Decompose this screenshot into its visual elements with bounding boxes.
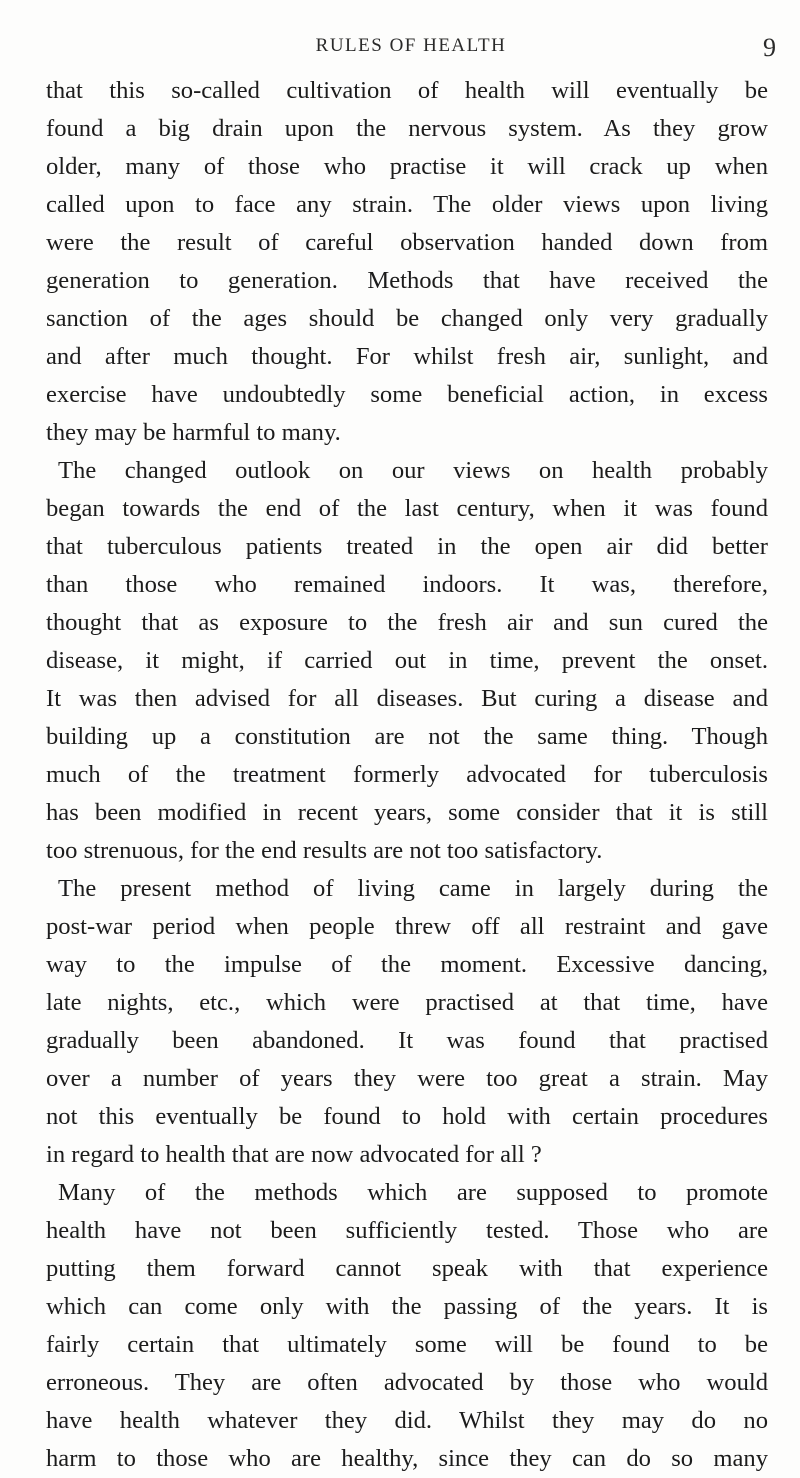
text-line: not this eventually be found to hold with certain procedures [46,1103,768,1130]
text-line: Many of the methods which are supposed to promote [58,1179,768,1206]
text-line: erroneous. They are often advocated by those who would [46,1369,768,1396]
body-text [46,72,768,1478]
text-line: exercise have undoubtedly some beneficial action, in excess [46,381,768,408]
text-line: were the result of careful observation handed down from [46,229,768,256]
text-line: generation to generation. Methods that have received the [46,267,768,294]
running-head [46,33,776,63]
text-line: that this so-called cultivation of health will eventually be [46,77,768,104]
page-number: 9 [763,33,776,62]
text-line: way to the impulse of the moment. Excessive dancing, [46,951,768,978]
text-line: began towards the end of the last century, when it was found [46,495,768,522]
running-title: RULES OF HEALTH [315,35,507,56]
text-line: found a big drain upon the nervous system. As they grow [46,115,768,142]
text-line: too strenuous, for the end results are not too satisfactory. [46,837,603,864]
text-line: older, many of those who practise it will crack up when [46,153,768,180]
text-line: post-war period when people threw off all restraint and gave [46,913,768,940]
text-line: putting them forward cannot speak with that experience [46,1255,768,1282]
text-line: that tuberculous patients treated in the open air did better [46,533,768,560]
text-line: It was then advised for all diseases. But curing a disease and [46,685,768,712]
text-line: and after much thought. For whilst fresh air, sunlight, and [46,343,768,370]
text-line: fairly certain that ultimately some will be found to be [46,1331,768,1358]
text-line: health have not been sufficiently tested. Those who are [46,1217,768,1244]
text-line: which can come only with the passing of the years. It is [46,1293,768,1320]
text-line: over a number of years they were too great a strain. May [46,1065,768,1092]
text-line: gradually been abandoned. It was found that practised [46,1027,768,1054]
text-line: in regard to health that are now advocated for all ? [46,1141,542,1168]
text-line: has been modified in recent years, some consider that it is still [46,799,768,826]
text-line: The changed outlook on our views on health probably [58,457,768,484]
text-line: than those who remained indoors. It was, therefore, [46,571,768,598]
text-line: building up a constitution are not the same thing. Though [46,723,768,750]
text-line: sanction of the ages should be changed only very gradually [46,305,768,332]
text-line: late nights, etc., which were practised at that time, have [46,989,768,1016]
text-line: The present method of living came in largely during the [58,875,768,902]
text-line: called upon to face any strain. The older views upon living [46,191,768,218]
text-line: thought that as exposure to the fresh air and sun cured the [46,609,768,636]
text-line: disease, it might, if carried out in time, prevent the onset. [46,647,768,674]
text-line: much of the treatment formerly advocated for tuberculosis [46,761,768,788]
text-line: they may be harmful to many. [46,419,341,446]
text-line: harm to those who are healthy, since they can do so many [46,1445,768,1472]
text-line: have health whatever they did. Whilst they may do no [46,1407,768,1434]
